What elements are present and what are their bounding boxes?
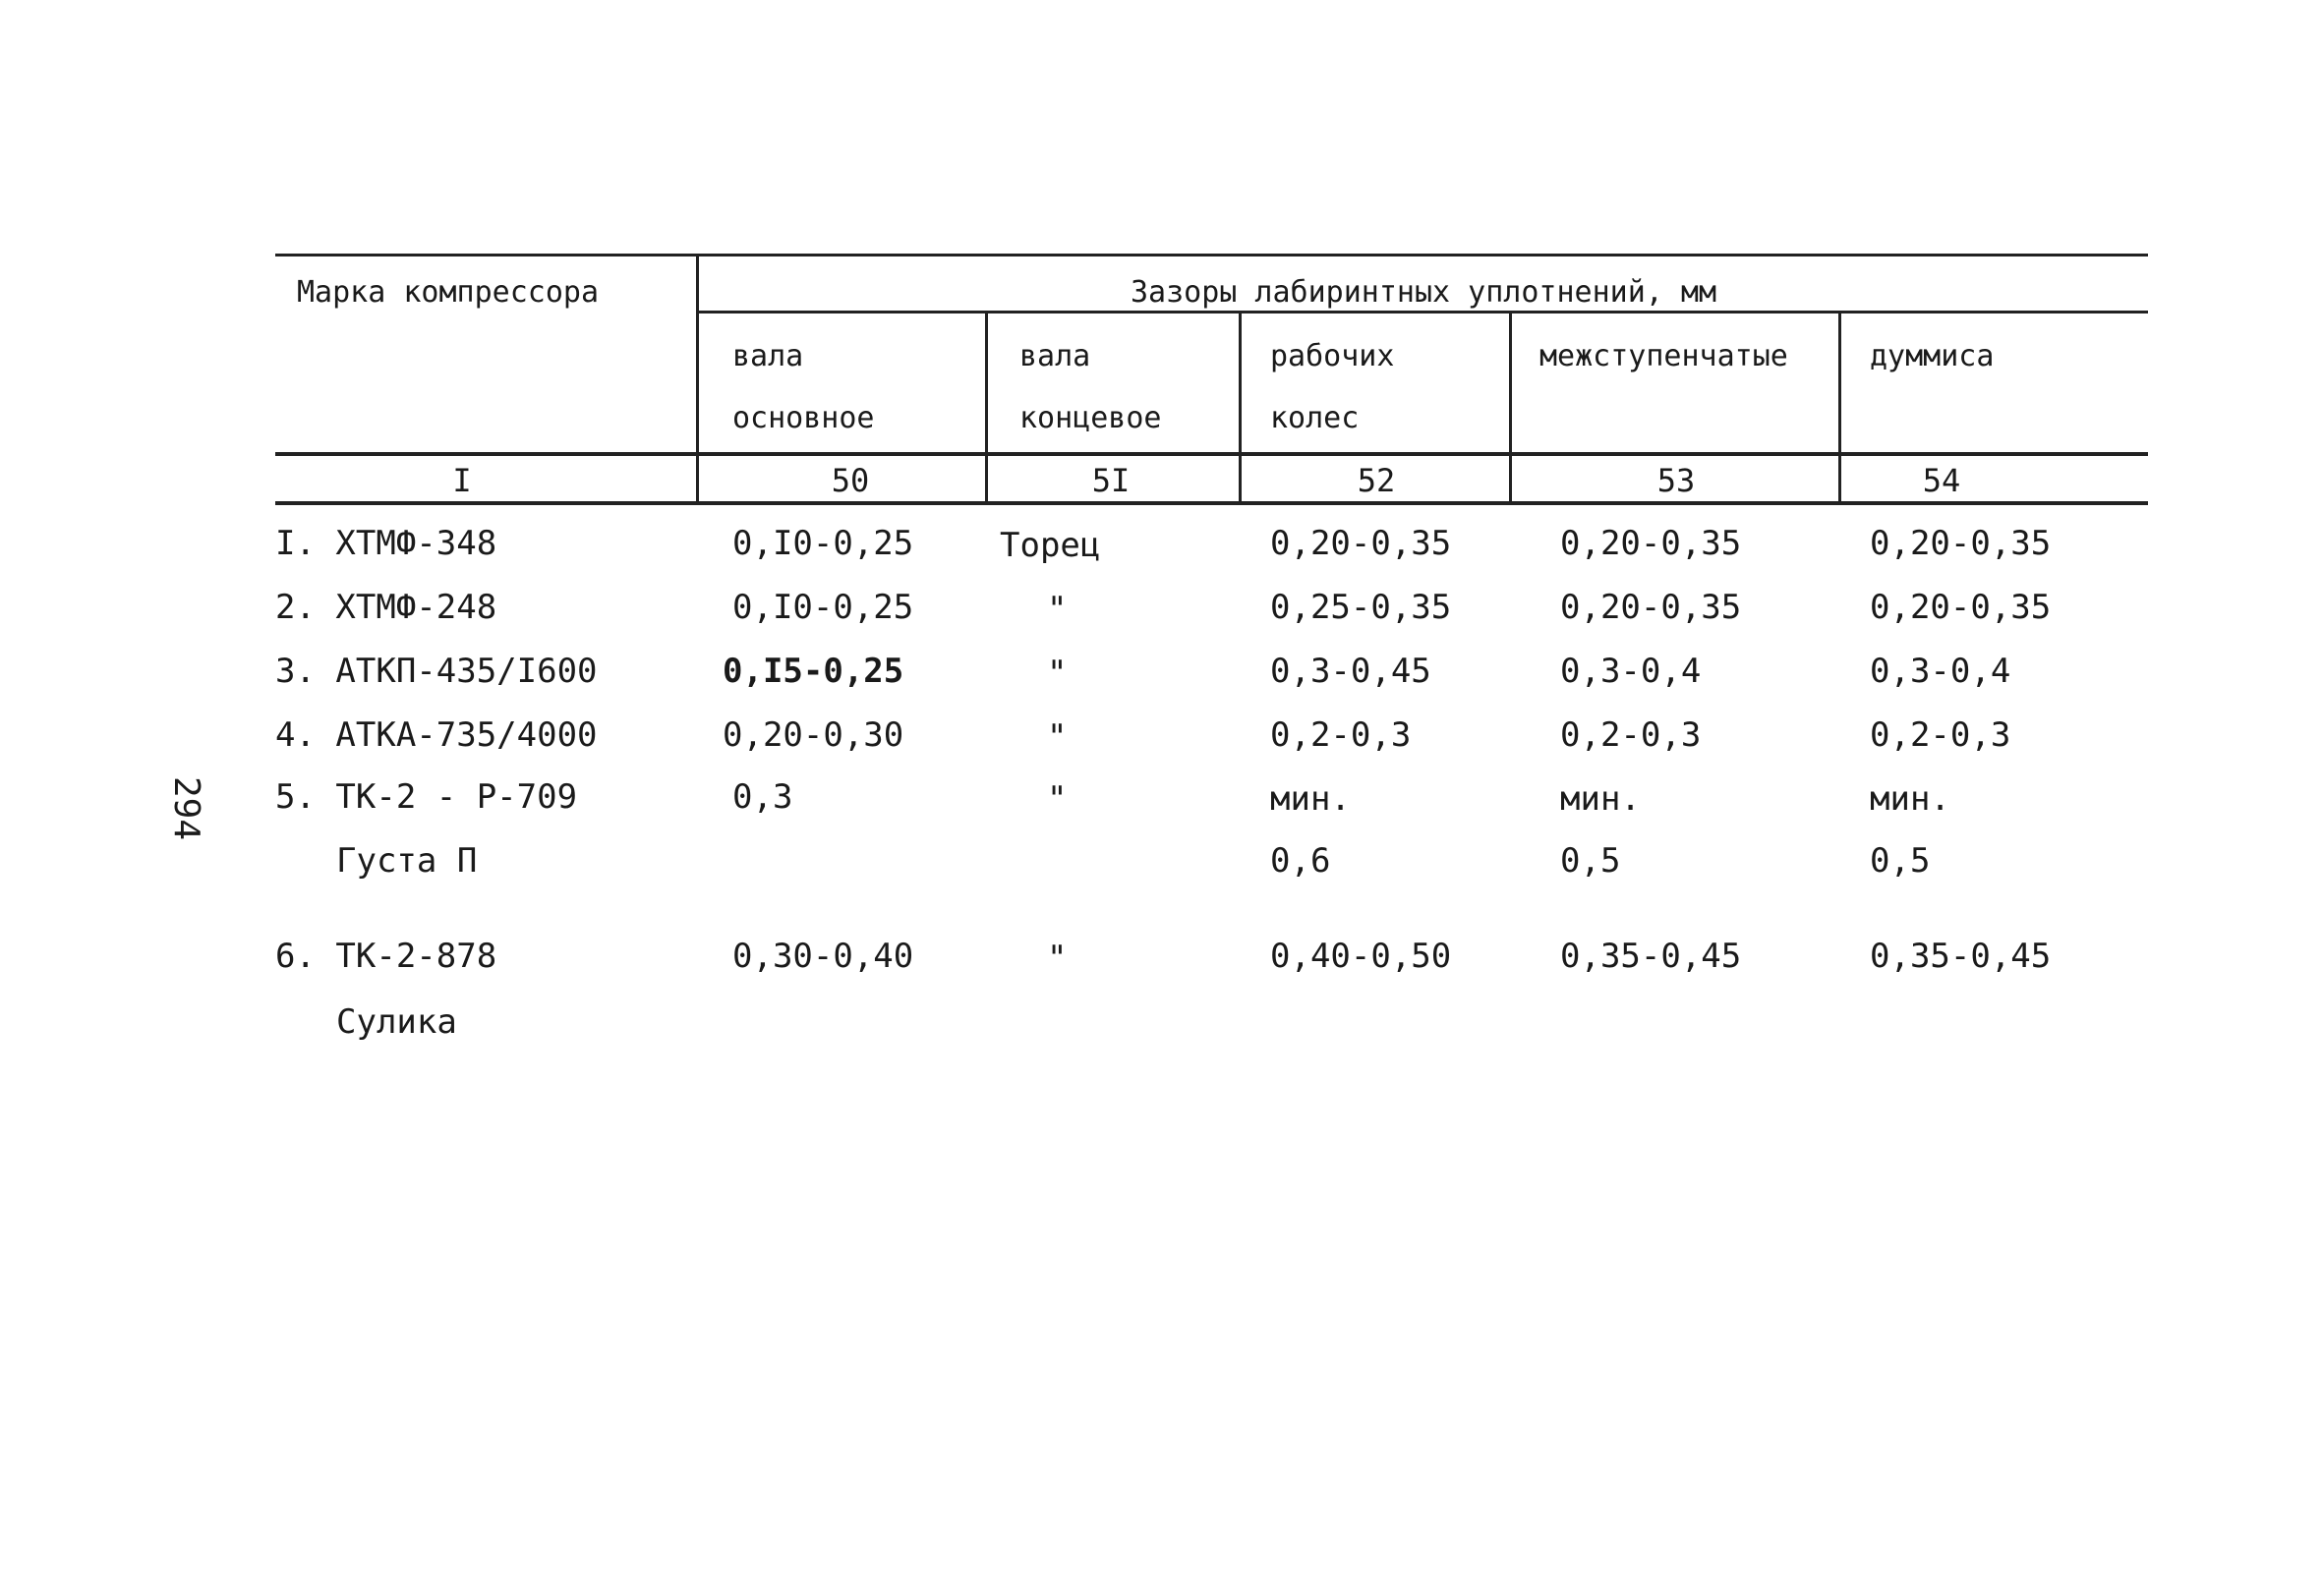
cell-50: 0,I5-0,25 bbox=[723, 652, 904, 691]
header-shaft-main-l1: вала bbox=[732, 339, 804, 373]
cell-mark: 3. АТКП-435/I600 bbox=[275, 652, 598, 691]
header-interstage: межступенчатые bbox=[1539, 339, 1788, 373]
col-divider-5 bbox=[1838, 313, 1841, 505]
column-number-rule bbox=[275, 501, 2148, 505]
colnum-50: 50 bbox=[831, 462, 870, 499]
cell-54: 0,5 bbox=[1870, 841, 1931, 881]
cell-53: 0,20-0,35 bbox=[1560, 524, 1742, 563]
cell-51: " bbox=[1047, 717, 1068, 757]
colnum-52: 52 bbox=[1357, 462, 1396, 499]
cell-50: 0,I0-0,25 bbox=[732, 588, 914, 627]
cell-54: 0,20-0,35 bbox=[1870, 588, 2052, 627]
cell-mark: 5. ТК-2 - Р-709 bbox=[275, 777, 578, 817]
cell-54: 0,3-0,4 bbox=[1870, 652, 2011, 691]
cell-50: 0,I0-0,25 bbox=[732, 524, 914, 563]
cell-54: мин. bbox=[1870, 779, 1950, 819]
header-shaft-end-l2: концевое bbox=[1019, 401, 1162, 435]
cell-51: Торец bbox=[1000, 526, 1101, 565]
page-number: 294 bbox=[166, 776, 206, 841]
cell-mark: 4. АТКА-735/4000 bbox=[275, 715, 598, 755]
cell-mark: I. ХТМФ-348 bbox=[275, 524, 497, 563]
colnum-1: I bbox=[452, 462, 472, 499]
header-impeller-l2: колес bbox=[1270, 401, 1360, 435]
colnum-51: 5I bbox=[1091, 462, 1131, 499]
cell-mark: Густа П bbox=[336, 841, 478, 881]
cell-51: " bbox=[1047, 939, 1068, 978]
cell-52: 0,3-0,45 bbox=[1270, 652, 1431, 691]
cell-54: 0,35-0,45 bbox=[1870, 937, 2052, 976]
header-compressor-mark: Марка компрессора bbox=[297, 275, 600, 310]
col-divider-4 bbox=[1509, 313, 1512, 505]
cell-51: " bbox=[1047, 654, 1068, 693]
cell-52: мин. bbox=[1270, 779, 1351, 819]
header-dummy: думмиса bbox=[1870, 339, 1995, 373]
cell-54: 0,2-0,3 bbox=[1870, 715, 2011, 755]
cell-52: 0,2-0,3 bbox=[1270, 715, 1412, 755]
cell-50: 0,3 bbox=[732, 777, 793, 817]
cell-mark: 6. ТК-2-878 bbox=[275, 937, 497, 976]
cell-53: 0,2-0,3 bbox=[1560, 715, 1702, 755]
cell-52: 0,6 bbox=[1270, 841, 1331, 881]
col-divider-3 bbox=[1239, 313, 1242, 505]
cell-mark: Сулика bbox=[336, 1002, 457, 1042]
cell-53: 0,20-0,35 bbox=[1560, 588, 1742, 627]
cell-52: 0,40-0,50 bbox=[1270, 937, 1452, 976]
header-bottom-rule bbox=[275, 452, 2148, 456]
table-top-rule bbox=[275, 254, 2148, 256]
cell-53: мин. bbox=[1560, 779, 1641, 819]
cell-52: 0,20-0,35 bbox=[1270, 524, 1452, 563]
cell-50: 0,30-0,40 bbox=[732, 937, 914, 976]
cell-53: 0,3-0,4 bbox=[1560, 652, 1702, 691]
colnum-54: 54 bbox=[1922, 462, 1961, 499]
header-shaft-end-l1: вала bbox=[1019, 339, 1091, 373]
cell-52: 0,25-0,35 bbox=[1270, 588, 1452, 627]
header-shaft-main-l2: основное bbox=[732, 401, 875, 435]
col-divider-2 bbox=[985, 313, 988, 505]
cell-50: 0,20-0,30 bbox=[723, 715, 904, 755]
cell-54: 0,20-0,35 bbox=[1870, 524, 2052, 563]
cell-51: " bbox=[1047, 590, 1068, 629]
group-header-rule bbox=[698, 311, 2148, 314]
header-group-clearances: Зазоры лабиринтных уплотнений, мм bbox=[1131, 275, 1717, 310]
cell-mark: 2. ХТМФ-248 bbox=[275, 588, 497, 627]
header-impeller-l1: рабочих bbox=[1270, 339, 1395, 373]
cell-51: " bbox=[1047, 779, 1068, 819]
cell-53: 0,35-0,45 bbox=[1560, 937, 1742, 976]
col-divider-1 bbox=[696, 254, 699, 505]
cell-53: 0,5 bbox=[1560, 841, 1621, 881]
colnum-53: 53 bbox=[1656, 462, 1696, 499]
